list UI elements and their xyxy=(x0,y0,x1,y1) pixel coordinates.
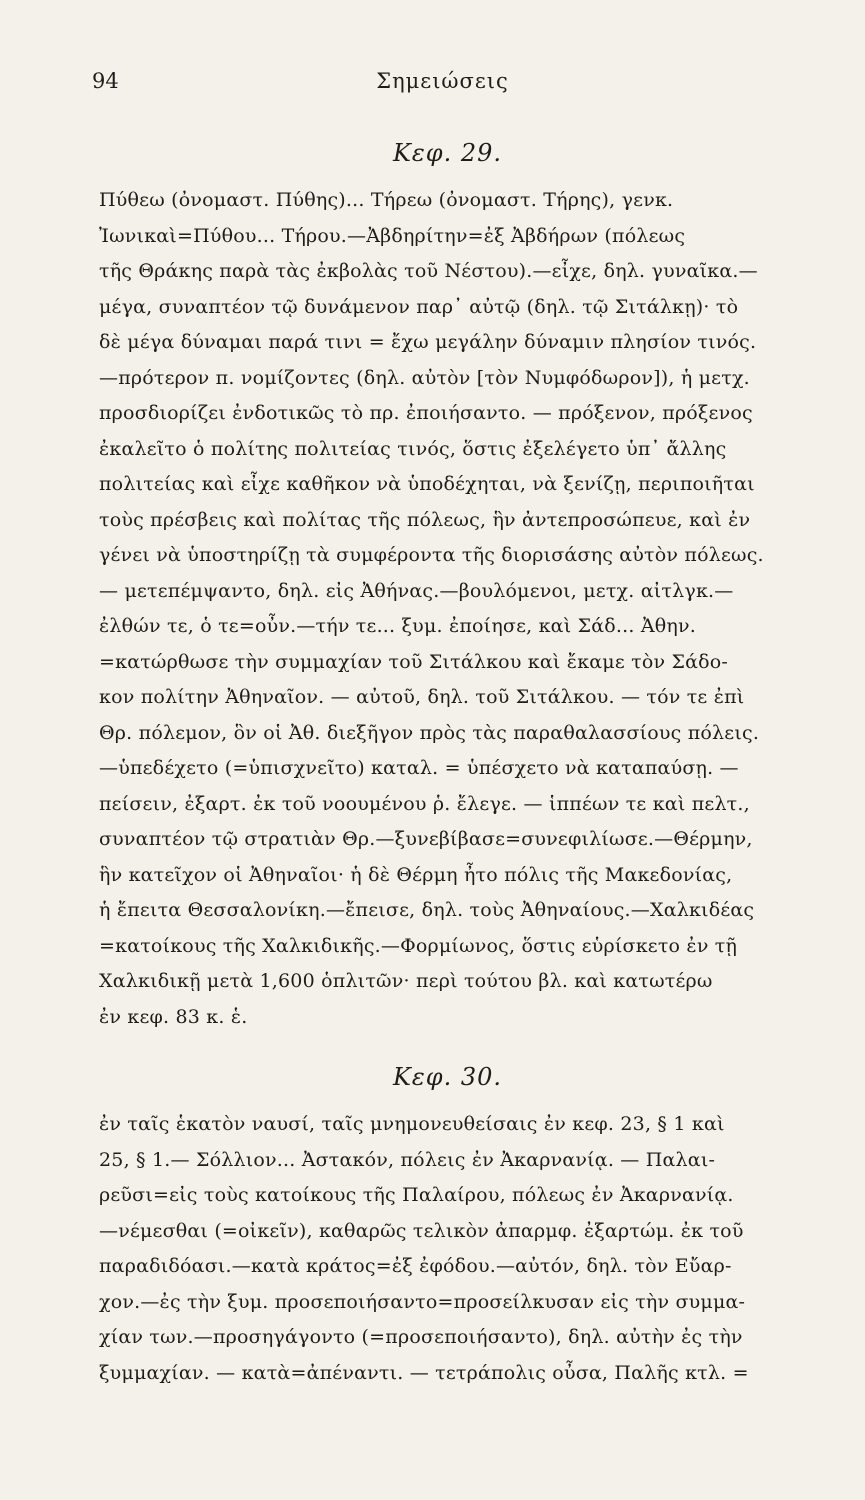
text-line: προσδιορίζει ἐνδοτικῶς τὸ πρ. ἐποιήσαντο. — πρόξενον, πρόξενος xyxy=(99,402,753,424)
page-header xyxy=(92,66,793,96)
text-line: =κατοίκους τῆς Χαλκιδικῆς.—Φορμίωνος, ὅστις εὑρίσκετο ἐν τῇ xyxy=(99,934,738,957)
text-line: Ἰωνικαὶ=Πύθου... Τήρου.—Ἀβδηρίτην=ἐξ Ἀβδήρων (πόλεως xyxy=(99,224,686,247)
chapter-30-heading: Κεφ. 30. xyxy=(392,1063,503,1091)
text-line: Χαλκιδικῇ μετὰ 1,600 ὁπλιτῶν· περὶ τούτου βλ. καὶ κατωτέρω xyxy=(99,970,713,992)
text-line: κον πολίτην Ἀθηναῖον. — αὐτοῦ, δηλ. τοῦ Σιτάλκου. — τόν τε ἐπὶ xyxy=(99,686,745,708)
text-line: —πρότερον π. νομίζοντες (δηλ. αὐτὸν [τὸν Νυμφόδωρον]), ἡ μετχ. xyxy=(99,366,750,389)
text-line: Πύθεω (ὀνομαστ. Πύθης)... Τήρεω (ὀνομαστ. Τήρης), γενκ. xyxy=(99,189,674,211)
running-title: Σημειώσεις xyxy=(376,69,509,93)
text-line: —νέμεσθαι (=οἰκεῖν), καθαρῶς τελικὸν ἀπαρμφ. ἐξαρτώμ. ἐκ τοῦ xyxy=(99,1219,744,1242)
chapter-29-heading: Κεφ. 29. xyxy=(392,139,503,167)
chapter-29-notes xyxy=(99,183,819,1035)
text-line: χίαν των.—προσηγάγοντο (=προσεποιήσαντο), δηλ. αὐτὴν ἐς τὴν xyxy=(99,1326,743,1348)
text-line: ξυμμαχίαν. — κατὰ=ἀπέναντι. — τετράπολις οὖσα, Παλῆς κτλ. = xyxy=(99,1361,749,1384)
text-line: ἐλθών τε, ὁ τε=οὖν.—τήν τε... ξυμ. ἐποίησε, καὶ Σάδ... Ἀθην. xyxy=(99,615,697,637)
text-line: πείσειν, ἐξαρτ. ἐκ τοῦ νοουμένου ῥ. ἔλεγε. — ἱππέων τε καὶ πελτ., xyxy=(99,792,750,815)
text-line: — μετεπέμψαντο, δηλ. εἰς Ἀθήνας.—βουλόμενοι, μετχ. αἰτλγκ.— xyxy=(99,579,734,602)
text-line: παραδιδόασι.—κατὰ κράτος=ἐξ ἐφόδου.—αὐτόν, δηλ. τὸν Εὔαρ- xyxy=(99,1255,732,1277)
text-line: ἐκαλεῖτο ὁ πολίτης πολιτείας τινός, ὅστις ἐξελέγετο ὑπ᾽ ἄλλης xyxy=(99,437,727,460)
text-line: μέγα, συναπτέον τῷ δυνάμενον παρ᾽ αὐτῷ (δηλ. τῷ Σιτάλκῃ)· τὸ xyxy=(99,295,739,318)
text-line: πολιτείας καὶ εἶχε καθῆκον νὰ ὑποδέχηται, νὰ ξενίζῃ, περιποιῆται xyxy=(99,473,755,495)
text-line: συναπτέον τῷ στρατιὰν Θρ.—ξυνεβίβασε=συνεφιλίωσε.—Θέρμην, xyxy=(99,828,753,850)
text-line: ἐν ταῖς ἑκατὸν ναυσί, ταῖς μνημονευθείσαις ἐν κεφ. 23, § 1 καὶ xyxy=(99,1113,725,1135)
text-line: ρεῦσι=εἰς τοὺς κατοίκους τῆς Παλαίρου, πόλεως ἐν Ἀκαρνανίᾳ. xyxy=(99,1184,734,1206)
text-line: ἡ ἔπειτα Θεσσαλονίκη.—ἔπεισε, δηλ. τοὺς Ἀθηναίους.—Χαλκιδέας xyxy=(99,899,755,921)
text-line: =κατώρθωσε τὴν συμμαχίαν τοῦ Σιτάλκου καὶ ἔκαμε τὸν Σάδο- xyxy=(99,650,729,673)
text-line: δὲ μέγα δύναμαι παρά τινι = ἔχω μεγάλην δύναμιν πλησίον τινός. xyxy=(99,331,757,353)
text-line: γένει νὰ ὑποστηρίζῃ τὰ συμφέροντα τῆς διορισάσης αὐτὸν πόλεως. xyxy=(99,544,764,566)
chapter-30-notes xyxy=(99,1107,819,1391)
text-line: Θρ. πόλεμον, ὃν οἱ Ἀθ. διεξῆγον πρὸς τὰς παραθαλασσίους πόλεις. xyxy=(99,721,760,744)
text-line: χον.—ἐς τὴν ξυμ. προσεποιήσαντο=προσείλκυσαν εἰς τὴν συμμα- xyxy=(99,1290,746,1313)
text-line: 25, § 1.— Σόλλιον... Ἀστακόν, πόλεις ἐν Ἀκαρνανίᾳ. — Παλαι- xyxy=(99,1148,716,1171)
text-line: ἐν κεφ. 83 κ. ἑ. xyxy=(99,1005,248,1028)
text-line: τῆς Θράκης παρὰ τὰς ἐκβολὰς τοῦ Νέστου).—εἶχε, δηλ. γυναῖκα.— xyxy=(99,260,758,282)
text-line: τοὺς πρέσβεις καὶ πολίτας τῆς πόλεως, ἣν ἀντεπροσώπευε, καὶ ἐν xyxy=(99,508,751,531)
text-line: ἣν κατεῖχον οἱ Ἀθηναῖοι· ἡ δὲ Θέρμη ἦτο πόλις τῆς Μακεδονίας, xyxy=(99,863,733,886)
text-line: —ὑπεδέχετο (=ὑπισχνεῖτο) καταλ. = ὑπέσχετο νὰ καταπαύσῃ. — xyxy=(99,757,739,779)
page-number: 94 xyxy=(92,69,119,93)
